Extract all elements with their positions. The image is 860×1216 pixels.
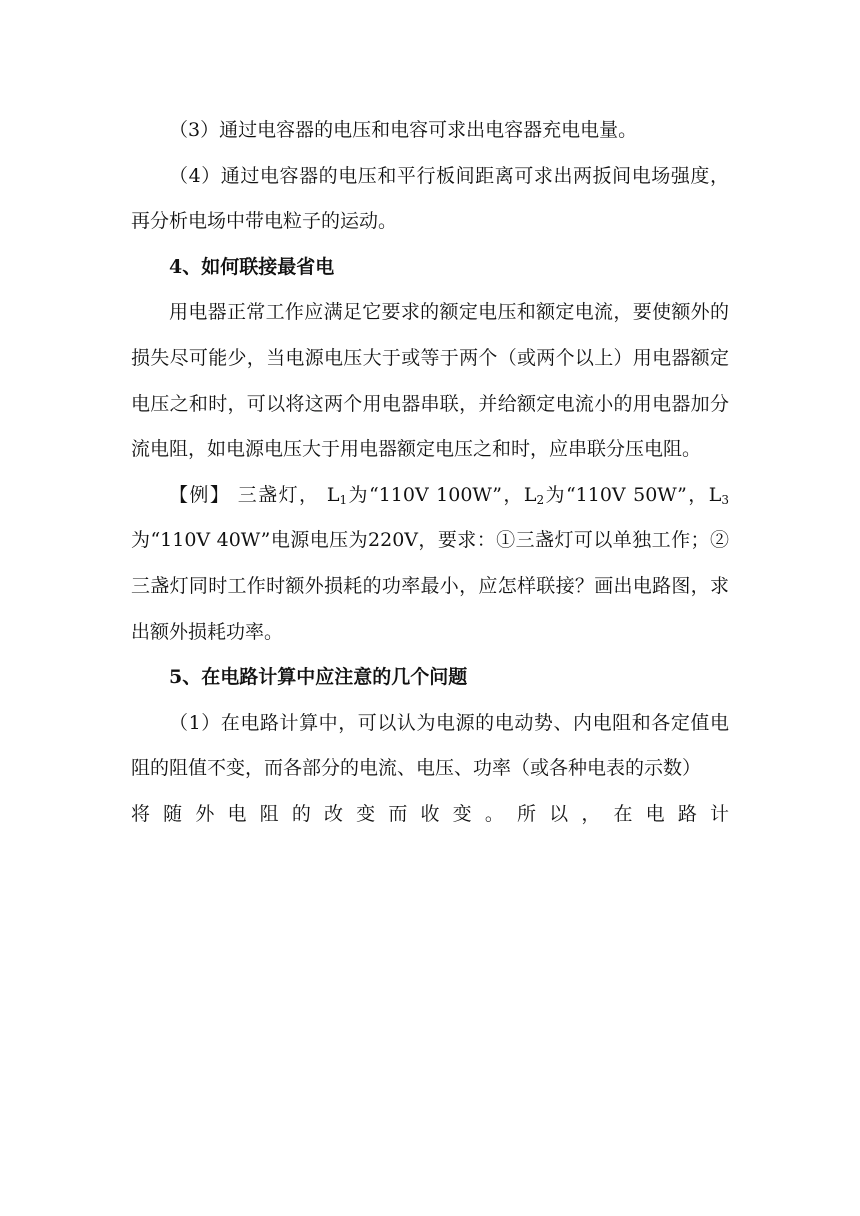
lamp-2-subscript: 2 <box>536 492 545 507</box>
heading-power-saving: 4、如何联接最省电 <box>169 255 335 278</box>
paragraph-circuit-notes: （1）在电路计算中，可以认为电源的电动势、内电阻和各定值电阻的阻值不变，而各部分的电流、电压、功率（或各种电表的示数） <box>131 711 729 780</box>
paragraph-example <box>131 473 729 655</box>
lamp-1-subscript: 1 <box>339 492 348 507</box>
heading-circuit-notes: 5、在电路计算中应注意的几个问题 <box>169 666 468 689</box>
example-text-2: 为“110V 100W”，L <box>347 483 537 506</box>
paragraph-capacitor-field: （4）通过电容器的电压和平行板间距离可求出两扳间电场强度，再分析电场中带电粒子的运动。 <box>131 164 729 233</box>
paragraph-capacitor-charge: （3）通过电容器的电压和电容可求出电容器充电电量。 <box>169 119 638 141</box>
example-text-1: 三盏灯， L <box>230 483 340 506</box>
example-tag: 【例】 <box>169 483 231 506</box>
document-body <box>131 108 729 838</box>
example-text-3: 为“110V 50W”，L <box>544 483 722 506</box>
example-text-4: 为“110V 40W”电源电压为220V，要求：①三盏灯可以单独工作；②三盏灯同时工作时额外损耗的功率最小，应怎样联接？画出电路图，求出额外损耗功率。 <box>131 529 729 643</box>
paragraph-power-saving: 用电器正常工作应满足它要求的额定电压和额定电流，要使额外的损失尽可能少，当电源电压大于或等于两个（或两个以上）用电器额定电压之和时，可以将这两个用电器串联，并给额定电流小的用电器加分流电阻，如电源电压大于用电器额定电压之和时，应串联分压电阻。 <box>131 301 729 461</box>
paragraph-circuit-notes-last-line: 将随外电阻的改变而收变。所以，在电路计 <box>131 802 729 825</box>
lamp-3-subscript: 3 <box>721 492 729 507</box>
